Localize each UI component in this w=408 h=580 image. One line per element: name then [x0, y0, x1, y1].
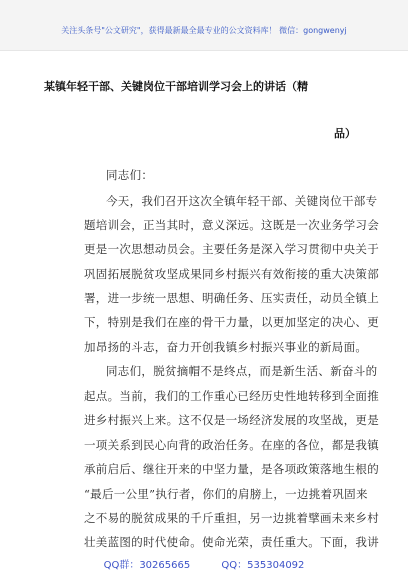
- document-title: 某镇年轻干部、关键岗位干部培训学习会上的讲话（精: [44, 80, 308, 93]
- body-line: 同志们：: [106, 168, 154, 182]
- footer-qq: QQ：535304092: [221, 560, 305, 571]
- top-banner: [0, 0, 408, 51]
- body-line: 一项关系到民心向背的政治任务。在座的各位，都是我镇: [84, 438, 379, 452]
- body-line: 加昂扬的斗志，奋力开创我镇乡村振兴事业的新局面。: [84, 340, 368, 354]
- body-line: 承前启后、继往开来的中坚力量，是各项政策落地生根的: [84, 462, 379, 476]
- body-line: 题培训会，正当其时，意义深远。这既是一次业务学习会: [84, 218, 379, 232]
- body-line: 巩固拓展脱贫攻坚成果同乡村振兴有效衔接的重大决策部: [84, 267, 379, 281]
- footer-qq-group: QQ群：30265665: [103, 560, 191, 571]
- body-line: “最后一公里”执行者，你们的肩膀上，一边挑着巩固来: [84, 487, 368, 501]
- footer-contact: [0, 556, 408, 571]
- body-line: 壮美蓝图的时代使命。使命光荣，责任重大。下面，我讲: [84, 535, 379, 549]
- banner-text: 关注头条号"公文研究"，获得最新最全最专业的公文资料库！ 微信：gongwenyj: [61, 26, 347, 35]
- body-line: 下，特别是我们在座的骨干力量，以更加坚定的决心、更: [84, 315, 379, 329]
- body-line: 起点。当前，我们的工作重心已经历史性地转移到全面推: [84, 389, 379, 403]
- body-line: 署，进一步统一思想、明确任务、压实责任，动员全镇上: [84, 291, 379, 305]
- body-line: 今天，我们召开这次全镇年轻干部、关键岗位干部专: [106, 194, 378, 208]
- body-line: 更是一次思想动员会。主要任务是深入学习贯彻中央关于: [84, 242, 379, 256]
- body-line: 之不易的脱贫成果的千斤重担，另一边挑着擘画未来乡村: [84, 511, 379, 525]
- body-line: 同志们，脱贫摘帽不是终点，而是新生活、新奋斗的: [106, 364, 378, 378]
- body-line: 进乡村振兴上来。这不仅是一场经济发展的攻坚战，更是: [84, 413, 379, 427]
- document-title-continuation: 品）: [334, 127, 356, 140]
